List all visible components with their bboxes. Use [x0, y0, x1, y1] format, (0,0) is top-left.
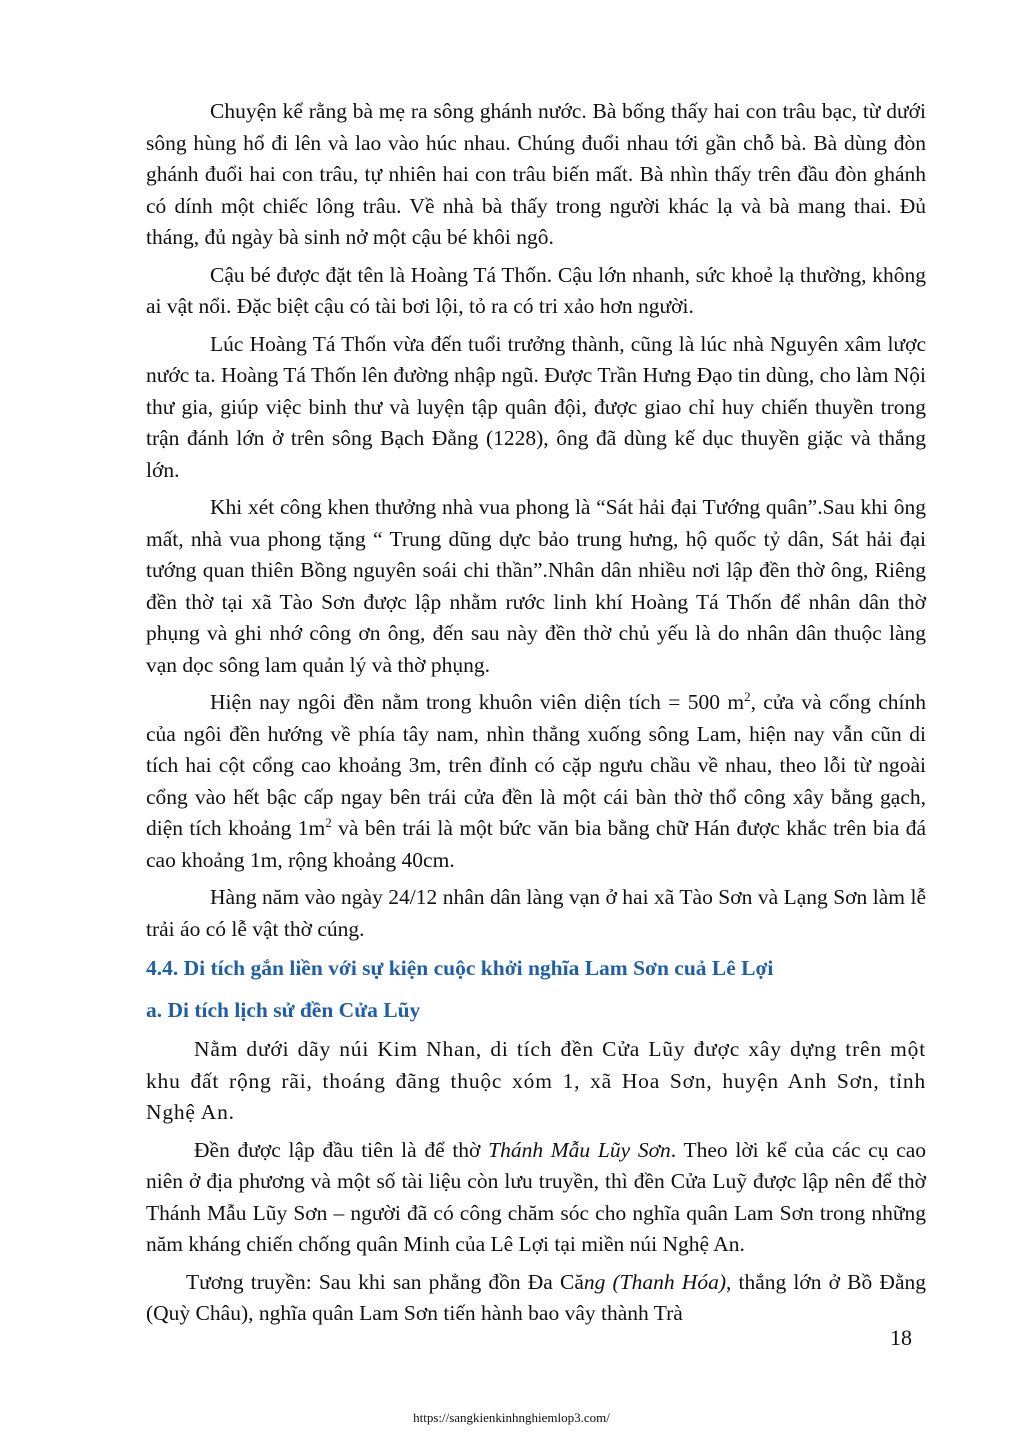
- text-span: Hiện nay ngôi đền nằm trong khuôn viên diện tích = 500 m: [210, 690, 745, 714]
- document-body: [146, 96, 926, 1336]
- text-span: . Theo lời kể của các cụ cao niên ở địa phương và một số tài liệu còn lưu truyền, thì đền Cửa Luỹ được lập nên để thờ Thánh Mẫu Lũy Sơn – người đã có công chăm sóc cho nghĩa quân Lam Sơn trong những năm kháng chiến chống quân Minh của Lê Lợi tại miền núi Nghệ An.: [146, 1137, 926, 1256]
- superscript: 2: [325, 814, 332, 830]
- text-span: Đền được lập đầu tiên là để thờ: [194, 1137, 489, 1162]
- superscript: 2: [744, 688, 751, 704]
- text-span: và bên trái là một bức văn bia bằng chữ Hán được khắc trên bia đá cao khoảng 1m, rộng khoảng 40cm.: [146, 816, 926, 872]
- paragraph-legend-birth: Chuyện kể rằng bà mẹ ra sông ghánh nước. Bà bống thấy hai con trâu bạc, từ dưới sông hùng hổ đi lên và lao vào húc nhau. Chúng đuổi nhau tới gần chỗ bà. Bà dùng đòn ghánh đuổi hai con trâu, tự nhiên hai con trâu biến mất. Bà nhìn thấy trên đầu đòn ghánh có dính một chiếc lông trâu. Về nhà bà thấy trong người khác lạ và bà mang thai. Đủ tháng, đủ ngày bà sinh nở một cậu bé khôi ngô.: [146, 99, 926, 249]
- paragraph-location: Nằm dưới dãy núi Kim Nhan, di tích đền Cửa Lũy được xây dựng trên một khu đất rộng rãi, thoáng đãng thuộc xóm 1, xã Hoa Sơn, huyện Anh Sơn, tỉnh Nghệ An.: [146, 1037, 926, 1124]
- text-span: , cửa và cổng chính của ngôi đền hướng về phía tây nam, nhìn thẳng xuống sông Lam, hiện nay vẫn cũn di tích hai cột cổng cao khoảng 3m, trên đỉnh có cặp ngưu chầu về nhau, theo lỗi từ ngoài cổng vào hết bậc cấp ngay bên trái cửa đền là một cái bàn thờ thổ công xây bằng gạch, diện tích khoảng 1m: [146, 690, 927, 840]
- text-span: Tương truyền: Sau khi san phẳng đồn Đa Că: [186, 1269, 584, 1294]
- paragraph-annual-ceremony: Hàng năm vào ngày 24/12 nhân dân làng vạn ở hai xã Tào Sơn và Lạng Sơn làm lễ trải áo có lễ vật thờ cúng.: [146, 885, 926, 941]
- text-span: , thắng lớn ở Bồ Đằng (Quỳ Châu), nghĩa quân Lam Sơn tiến hành bao vây thành Trà: [146, 1269, 926, 1325]
- footer-url: https://sangkienkinhnghiemlop3.com/: [413, 1410, 610, 1425]
- paragraph-temple-description: [146, 687, 926, 876]
- section-heading: 4.4. Di tích gắn liền với sự kiện cuộc khởi nghĩa Lam Sơn cuả Lê Lợi: [146, 956, 774, 980]
- paragraph-military-service: Lúc Hoàng Tá Thốn vừa đến tuổi trưởng thành, cũng là lúc nhà Nguyên xâm lược nước ta. Hoàng Tá Thốn lên đường nhập ngũ. Được Trần Hưng Đạo tin dùng, cho làm Nội thư gia, giúp việc binh thư và luyện tập quân đội, được giao chỉ huy chiến thuyền trong trận đánh lớn ở trên sông Bạch Đằng (1228), ông đã dùng kế dục thuyền giặc và thắng lớn.: [146, 331, 926, 482]
- paragraph-childhood: Cậu bé được đặt tên là Hoàng Tá Thốn. Cậu lớn nhanh, sức khoẻ lạ thường, không ai vật nổi. Đặc biệt cậu có tài bơi lội, tỏ ra có tri xảo hơn người.: [146, 262, 926, 318]
- paragraph-honors: Khi xét công khen thưởng nhà vua phong là “Sát hải đại Tướng quân”.Sau khi ông mất, nhà vua phong tặng “ Trung dũng dực bảo trung hưng, hộ quốc tỷ dân, Sát hải đại tướng quan thiên Bồng nguyên soái chi thần”.Nhân dân nhiều nơi lập đền thờ ông, Riêng đền thờ tại xã Tào Sơn được lập nhằm rước linh khí Hoàng Tá Thốn để nhân dân thờ phụng và ghi nhớ công ơn ông, đến sau này đền thờ chủ yếu là do nhân dân thuộc làng vạn dọc sông lam quản lý và thờ phụng.: [146, 495, 926, 677]
- italic-text: ng (Thanh Hóa): [583, 1269, 726, 1294]
- paragraph-origin: [146, 1135, 926, 1261]
- subsection-heading: a. Di tích lịch sử đền Cửa Lũy: [146, 997, 421, 1022]
- italic-text: Thánh Mẫu Lũy Sơn: [488, 1137, 671, 1162]
- page-number: 18: [890, 1325, 912, 1350]
- paragraph-legend-campaign: [146, 1267, 926, 1330]
